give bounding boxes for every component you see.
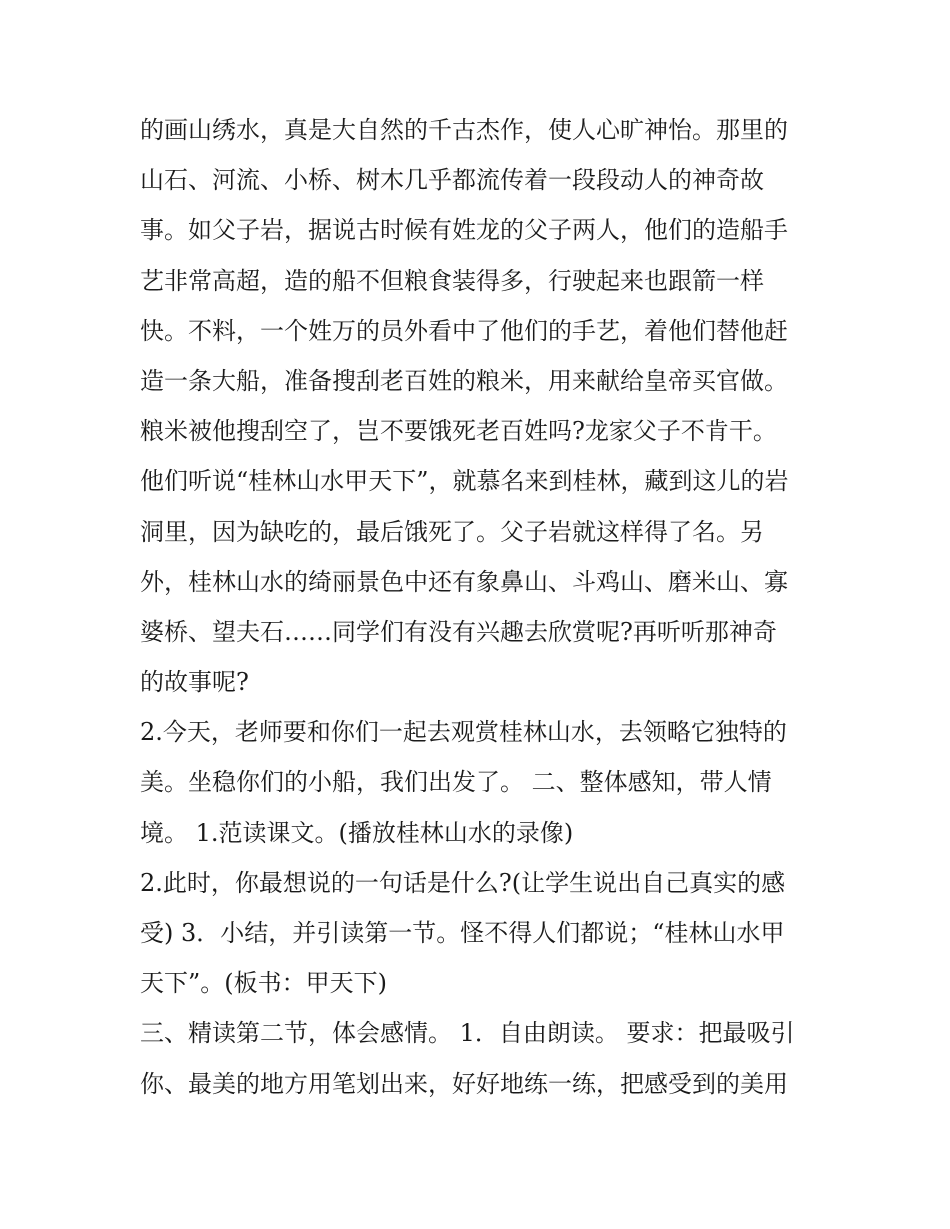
- text-line-14: 美。坐稳你们的小船，我们出发了。 二、整体感知，带人情: [140, 768, 772, 797]
- text-line-7: 粮米被他搜刮空了，岂不要饿死老百姓吗?龙家父子不肯干。: [140, 417, 777, 446]
- text-line-5: 快。不料，一个姓万的员外看中了他们的手艺，着他们替他赶: [140, 316, 788, 345]
- text-line-17: 受) 3．小结，并引读第一节。怪不得人们都说；“桂林山水甲: [140, 919, 785, 947]
- text-line-10: 外，桂林山水的绮丽景色中还有象鼻山、斗鸡山、磨米山、寡: [140, 567, 788, 596]
- text-line-3: 事。如父子岩，据说古时候有姓龙的父子两人，他们的造船手: [140, 216, 788, 245]
- text-line-16: 2.此时，你最想说的一句话是什么?(让学生说出自己真实的感: [140, 868, 786, 897]
- text-line-8: 他们听说“桂林山水甲天下”，就慕名来到桂林，藏到这儿的岩: [140, 467, 789, 496]
- text-line-19: 三、精读第二节，体会感情。 1．自由朗读。 要求：把最吸引: [140, 1019, 795, 1048]
- text-line-13: 2.今天，老师要和你们一起去观赏桂林山水，去领略它独特的: [140, 718, 787, 747]
- text-line-2: 山石、河流、小桥、树木几乎都流传着一段段动人的神奇故: [140, 166, 764, 195]
- text-line-12: 的故事呢?: [140, 668, 249, 697]
- body-text: [140, 105, 830, 1109]
- text-line-4: 艺非常高超，造的船不但粮食装得多，行驶起来也跟箭一样: [140, 266, 764, 295]
- text-line-20: 你、最美的地方用笔划出来，好好地练一练，把感受到的美用: [140, 1069, 788, 1098]
- text-line-15: 境。 1.范读课文。(播放桂林山水的录像): [140, 818, 574, 847]
- text-line-9: 洞里，因为缺吃的，最后饿死了。父子岩就这样得了名。另: [140, 517, 764, 546]
- text-line-11: 婆桥、望夫石……同学们有没有兴趣去欣赏呢?再听听那神奇: [140, 617, 777, 646]
- text-line-6: 造一条大船，准备搜刮老百姓的粮米，用来献给皇帝买官做。: [140, 366, 788, 395]
- text-line-18: 天下”。(板书：甲天下): [140, 969, 387, 998]
- text-line-1: 的画山绣水，真是大自然的千古杰作，使人心旷神怡。那里的: [140, 116, 788, 144]
